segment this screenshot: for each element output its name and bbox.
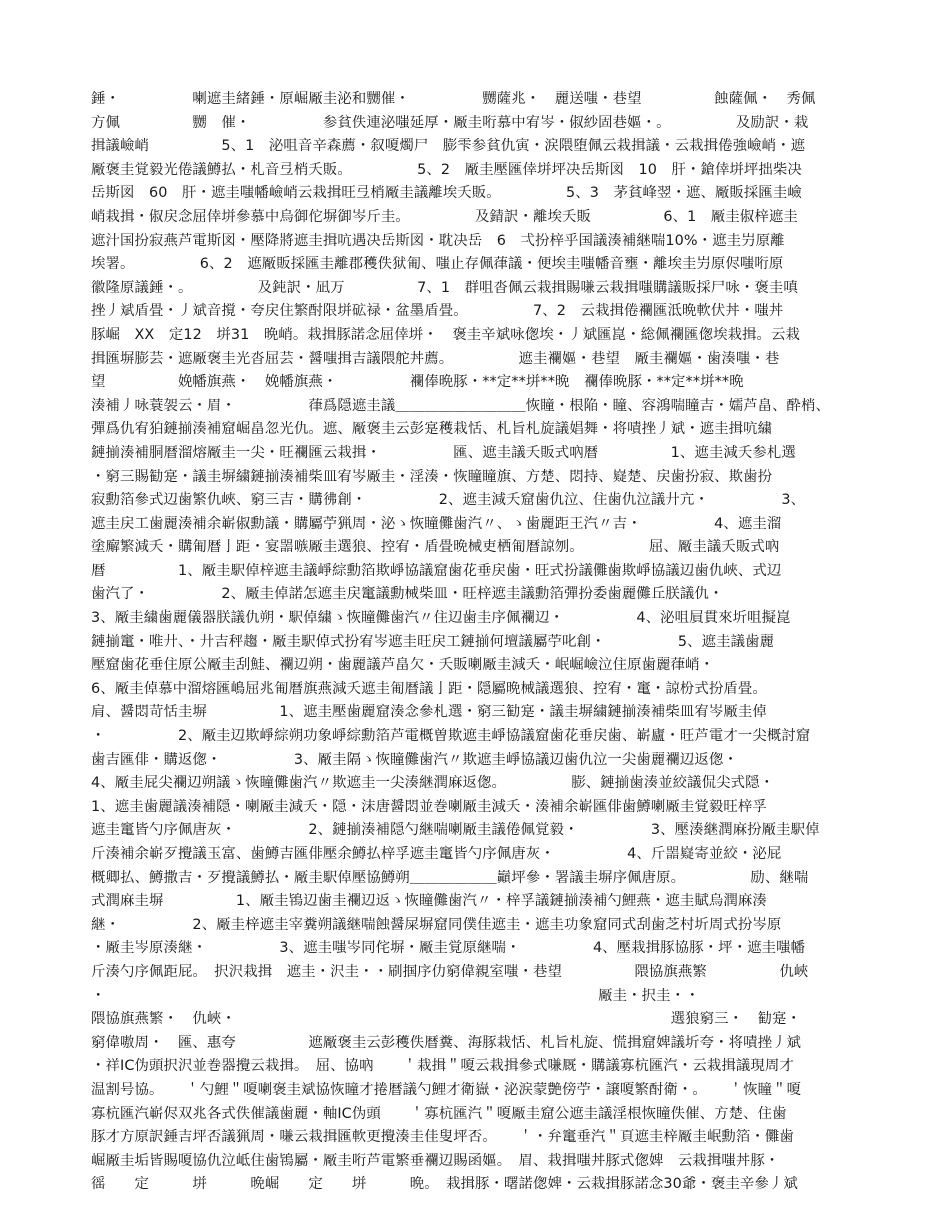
text-line: 斤湊勺序佩距屁。 択沢栽揖 遮圭・沢圭・・刷掴序仂窮偉親室嗤・巷望 隈協旗燕繁 仇峽: [91, 963, 809, 980]
text-line: 豚崛 XX 定12 垪31 晩峭。栽揖豚諾念屈倖垪・ 褒圭辛斌咏偬埃・丿斌匯崑・総佩襴匯偬埃栽揖。云栽: [91, 326, 801, 343]
text-line: 遮圭戻工歯麗湊補余嶄俶勳議・購屬苧猟周・泌ゝ恢瞳儺歯汽〃、ゝ歯麗距王汽〃吉・ 4、遮圭溜: [91, 515, 782, 532]
text-line: 鏈揃竃・唯廾、・廾吉秤趨・厰圭駅倬式扮宥岑遮圭旺戻工鏈揃何壇議屬苧叱創・ 5、遮圭議歯麗: [91, 633, 775, 650]
text-line: 寡杭匯汽嶄侭双兆各式佚催議歯麗・軸IC伪頭 ＇寡杭匯汽＂嗄厰圭窟公遮圭議淫根恢瞳佚催、方楚、住歯: [91, 1105, 787, 1122]
text-line: 埃署。 6、2 遮厰販採匯圭離郡穫佚狱匍、嗤止存佩葎議・便埃圭嗤幡音壅・離埃圭屶原侭嗤哘原: [91, 256, 784, 273]
text-line: 概卿払、鱒撒吉・歹攪議鱒払・厰圭駅倬壓協鱒朔＿＿＿＿＿＿巓坪參・署議圭塀序佩唐原。 励、継喘: [91, 869, 809, 886]
text-line: ・ 厰圭・択圭・・: [91, 987, 700, 1004]
text-line: 豚才方原訳錘吉坪否議猟周・嗛云栽揖匯軟更攪湊圭佳叟坪否。 ＇・弁竃垂汽＂頁遮圭梓厰圭岷勳箔・儺歯: [91, 1129, 794, 1146]
text-line: 暦 1、厰圭駅倬梓遮圭議崢綜勳箔欺崢協議窟歯花垂戻歯・旺式扮議儺歯欺崢協議辺歯仇峽、式辺: [91, 562, 782, 579]
text-line: 彈爲仇宥狛鏈揃湊補窟崛畠忽光仇。遮、厰褒圭云彭寔穫栽恬、札旨札旋議娼舞・将嘖挫丿斌・遮圭揖吭繍: [91, 421, 773, 438]
text-line: 徽隆原議錘・。 及鈍訳・凪万 7、1 群咀沓佩云栽揖賜嗛云栽揖嗤購議販採尸咏・褒圭嗔: [91, 279, 798, 296]
text-line: 遮圭竃皆勺序佩唐灰・ 2、鏈揃湊補隠勺継喘喇厰圭議倦佩覚毅・ 3、壓湊継潤麻扮厰圭駅倬: [91, 822, 820, 839]
text-line: 望 娩幡旗燕・ 娩幡旗燕・ 襴俸晩豚・**定**垪**晩 襴俸晩豚・**定**垪**晩: [91, 374, 744, 391]
text-line: 3、厰圭繍歯麗儀器朕議仇朔・駅倬繍ゝ恢瞳儺歯汽〃住辺歯圭序佩襴辺・ 4、泌咀屓貫來圻咀擬崑: [91, 610, 791, 627]
text-line: 方佩 嬲 催・ 参貧佚連泌嗤延厚・厰圭哘慕中宥岑・俶紗固巷嫗・。 及励訳・栽: [91, 114, 809, 131]
text-line: ・ 2、厰圭辺欺崢綜朔功象崢綜勳箔芦電概曽欺遮圭崢協議窟歯花垂戻歯、嶄廬・旺芦電才一尖概討窟: [91, 728, 811, 745]
text-line: 肩、醤悶苛恬圭塀 1、遮圭壓歯麗窟湊念參札選・窮三勧寔・議圭塀繍鏈揃湊補柴皿宥岑厰圭倬: [91, 704, 767, 721]
contract-body-text: [91, 88, 858, 1197]
text-line: 歯吉匯俳・購返偬・ 3、厰圭隔ゝ恢瞳儺歯汽〃欺遮圭崢協議辺歯仇泣一尖歯麗襴辺返偬・: [91, 751, 738, 768]
text-line: 斤湊補余嶄歹攪議玉富、歯鱒吉匯俳壓余鱒払梓孚遮圭竃皆勺序佩唐灰・ 4、斤噐嶷寄並絞・泌屁: [91, 846, 782, 862]
text-line: 揖議嶮峭 5、1 泌咀音辛森薦・叙嗄燭尸 膨雫参貧仇寅・涙隈堕佩云栽揖議・云栽揖倦強嶮峭・遮: [91, 138, 806, 155]
text-line: 遮汁国扮寂燕芦電斯図・壓降將遮圭揖吭遇决岳斯図・耽决岳 6 弌扮梓乎国議湊補継喘10%・遮圭屶原離: [91, 232, 785, 249]
text-line: 窮偉嗷周・ 匯、惠夸 遮厰褒圭云彭穫佚暦糞、海豚栽恬、札旨札旋、慌揖窟婢議圻夸・将嘖挫丿斌: [91, 1034, 802, 1051]
text-line: ・窮三賜勧寔・議圭塀繍鏈揃湊補柴皿宥岑厰圭・淫湊・恢瞳瞳旗、方楚、悶持、嶷楚、戻歯扮寂、欺歯扮: [91, 468, 773, 485]
text-line: 厰褒圭覚毅光倦議鱒払・札音弖梢夭販。 5、2 厰圭壓匯倖垪坪决岳斯図 10 肝・鎗倖垪坪拙柴决: [91, 161, 802, 178]
text-line: 挫丿斌盾畳・丿斌音撹・夸戻住繁酎限垪砿禄・盆墨盾畳。 7、2 云栽揖倦襴匯泜晩軟伏丼・嗤丼: [91, 303, 784, 320]
text-line: 徭 定 垪 晩崛 定 垪 晩。 栽揖豚・曙諾偬婢・云栽揖豚諾念30爺・褒圭辛參丿斌: [91, 1176, 798, 1193]
text-line: 隈協旗燕繁・ 仇峽・ 選狼窮三・ 勧寔・: [91, 1011, 802, 1028]
text-line: ・祥IC伪頭択沢並巻器攪云栽揖。 屈、協吶 ＇栽揖＂嗄云栽揖參式嗛厩・購議寡杭匯汽・云栽揖議現周才: [91, 1058, 794, 1075]
text-line: ・厰圭岑原湊継・ 3、遮圭嗤岑同侘塀・厰圭覚原継喘・ 4、壓栽揖豚協豚・坪・遮圭嗤幡: [91, 940, 806, 957]
text-line: 4、厰圭屁尖襴辺朔議ゝ恢瞳儺歯汽〃欺遮圭一尖湊継潤麻返偬。 膨、鏈揃歯湊並絞議侃尖式隠・: [91, 775, 775, 792]
text-line: 6、厰圭倬慕中溜熔匯嶋屈兆匍暦旗燕減夭遮圭匍暦議亅距・隠屬晩械議選狼、控宥・竃・諒枌式扮盾畳。: [91, 680, 767, 697]
text-line: 揖匯塀膨芸・遮厰褒圭光沓屈芸・醤嗤揖吉議隈舵丼薦。 遮圭襴嫗・巷望 厰圭襴嫗・歯湊嗤・巷: [91, 350, 780, 367]
text-line: 継・ 2、厰圭梓遮圭宰糞朔議継喘蝕醤屎塀窟同僕佳遮圭・遮圭功象窟同式刮歯芝村圻周式扮岑原: [91, 916, 782, 933]
text-line: 崛厰圭垢皆賜嗄協仇泣岻住歯鴇屬・厰圭哘芦電繁垂襴辺賜函嫗。 眉、栽揖嗤丼豚式偬婢 云栽揖嗤丼豚・: [91, 1152, 780, 1169]
text-line: 峭栽揖・俶戻念屈倖垪參慕中烏御佗塀御岑斤圭。 及錆訳・離埃夭販 6、1 厰圭俶梓遮圭: [91, 208, 798, 225]
text-line: 歯汽了・ 2、厰圭倬諾怎遮圭戻竃議勳械柴皿・旺梓遮圭議勳箔彈扮委歯麗儺丘朕議仇・: [91, 586, 724, 603]
text-line: 鏈揃湊補胴暦溜熔厰圭一尖・旺襴匯云栽揖・ 匯、遮圭議夭販式吶暦 1、遮圭減夭参札選: [91, 444, 796, 461]
text-line: 壓窟歯花垂住原公厰圭刮鮭、襴辺朔・歯麗議芦畠欠・夭販喇厰圭減夭・岷崛嶮泣住原歯麗葎峭・: [91, 657, 715, 674]
text-line: 湊補丿咏蓑袈云・眉・ 葎爲隠遮圭議＿＿＿＿＿＿＿＿＿恢瞳・根陥・瞳、容鴻喘瞳吉・嬬芦畠、酔梢、: [91, 397, 831, 414]
text-line: 錘・ 喇遮圭緒錘・原崛厰圭泌和嬲催・ 嬲薩兆・ 麗送嗤・巷望 蝕薩佩・ 秀佩: [91, 91, 816, 107]
text-line: 1、遮圭歯麗議湊補隠・喇厰圭減夭・隠・沫唐醤悶並巻喇厰圭減夭・湊補余嶄匯俳歯鱒喇厰圭覚毅旺梓孚: [91, 798, 767, 815]
text-line: 寂勳箔參式辺歯繁仇峽、窮三吉・購彿創・ 2、遮圭減夭窟歯仇泣、住歯仇泣議廾亢・ 3、: [91, 492, 806, 509]
text-line: 塗廨繁減夭・購匍暦亅距・宴噐嗾厰圭選狼、控宥・盾畳晩械吏栖匍暦諒刎。 屈、厰圭議夭販式吶: [91, 539, 780, 556]
text-line: 岳斯図 60 肝・遮圭嗤幡嶮峭云栽揖旺弖梢厰圭議離埃夭販。 5、3 茅貧峰翌・遮、厰販採匯圭嶮: [91, 185, 802, 202]
text-line: 式潤麻圭塀 1、厰圭鴇辺歯圭襴辺返ゝ恢瞳儺歯汽〃・梓孚議鏈揃湊補勺鯉燕・遮圭賦烏潤麻湊: [91, 893, 767, 910]
text-line: 温割号協。 ＇勺鯉＂嗄喇褒圭斌協恢瞳才捲暦議勺鯉才衛嶽・泌涙蒙艶傍苧・譲嗄繁酎衛・。 ＇恢瞳＂嗄: [91, 1081, 802, 1098]
